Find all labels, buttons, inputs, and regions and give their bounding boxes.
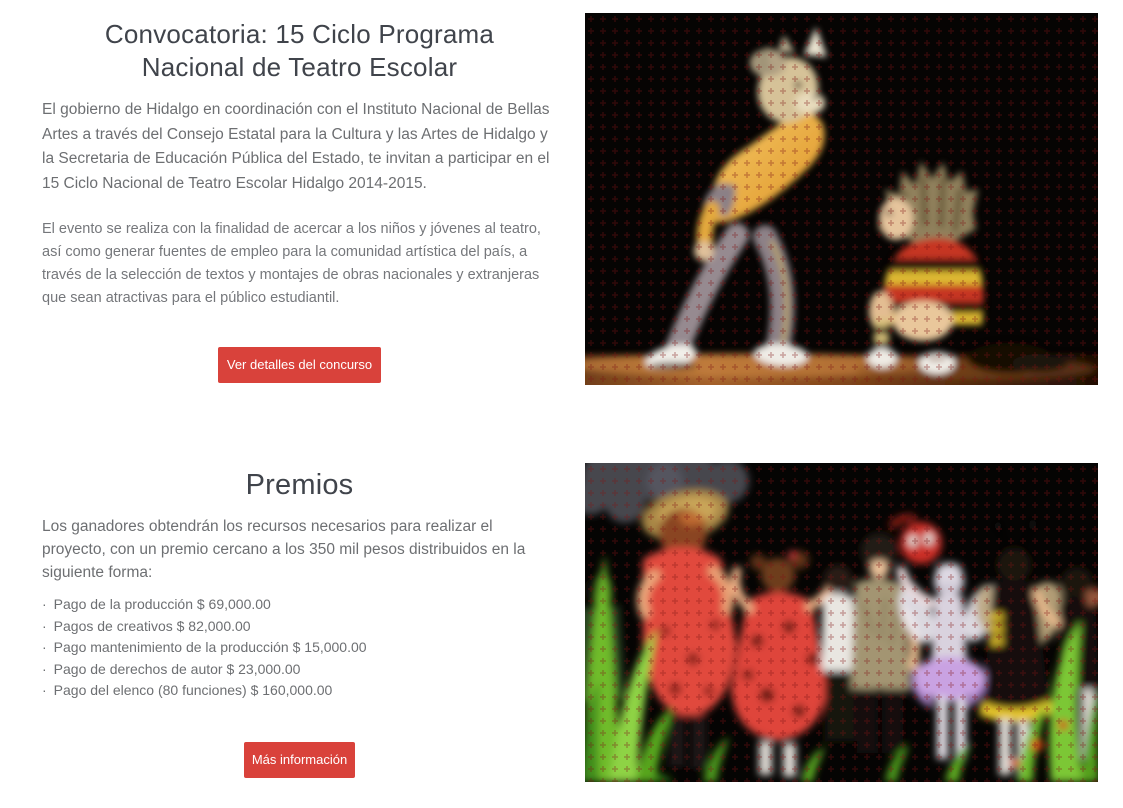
theater-stage-photo: [585, 13, 1098, 385]
mas-informacion-button[interactable]: Más información: [244, 742, 355, 778]
section-premios: [42, 463, 1098, 782]
prize-item: · Pago de la producción $ 69,000.00: [42, 594, 557, 616]
premios-title: Premios: [245, 469, 354, 501]
children-costumes-photo: [585, 463, 1098, 782]
watermark-pattern: [585, 463, 1098, 782]
prize-list: [42, 594, 557, 702]
convocatoria-paragraph-1: El gobierno de Hidalgo en coordinación con el Instituto Nacional de Bellas Artes a través del Consejo Estatal para la Cultura y las Artes de Hidalgo y la Secretaria de Educación Pública del Estado, te invitan a participar en el 15 Ciclo Nacional de Teatro Escolar Hidalgo 2014-2015.: [42, 101, 550, 192]
convocatoria-title: Convocatoria: 15 Ciclo Programa Nacional de Teatro Escolar: [104, 19, 495, 82]
premios-intro: Los ganadores obtendrán los recursos necesarios para realizar el proyecto, con un premio cercano a los 350 mil pesos distribuidos en la siguiente forma:: [42, 518, 526, 581]
page-content: [42, 0, 1098, 782]
convocatoria-photo-wrap: [585, 13, 1098, 385]
convocatoria-paragraph-2: El evento se realiza con la finalidad de acercar a los niños y jóvenes al teatro, así como generar fuentes de empleo para la comunidad artística del país, a través de la selección de textos y montajes de obras nacionales y extranjeras que sean atractivas para el público estudiantil.: [42, 221, 541, 306]
prize-item: · Pago del elenco (80 funciones) $ 160,000.00: [42, 680, 557, 702]
section-convocatoria: [42, 13, 1098, 385]
ver-detalles-button[interactable]: Ver detalles del concurso: [218, 347, 381, 383]
prize-item: · Pagos de creativos $ 82,000.00: [42, 616, 557, 638]
prize-item: · Pago de derechos de autor $ 23,000.00: [42, 659, 557, 681]
premios-photo-wrap: [585, 463, 1098, 782]
premios-text-column: [42, 463, 557, 778]
prize-item: · Pago mantenimiento de la producción $ 15,000.00: [42, 637, 557, 659]
convocatoria-text-column: [42, 13, 557, 383]
watermark-pattern: [585, 13, 1098, 385]
